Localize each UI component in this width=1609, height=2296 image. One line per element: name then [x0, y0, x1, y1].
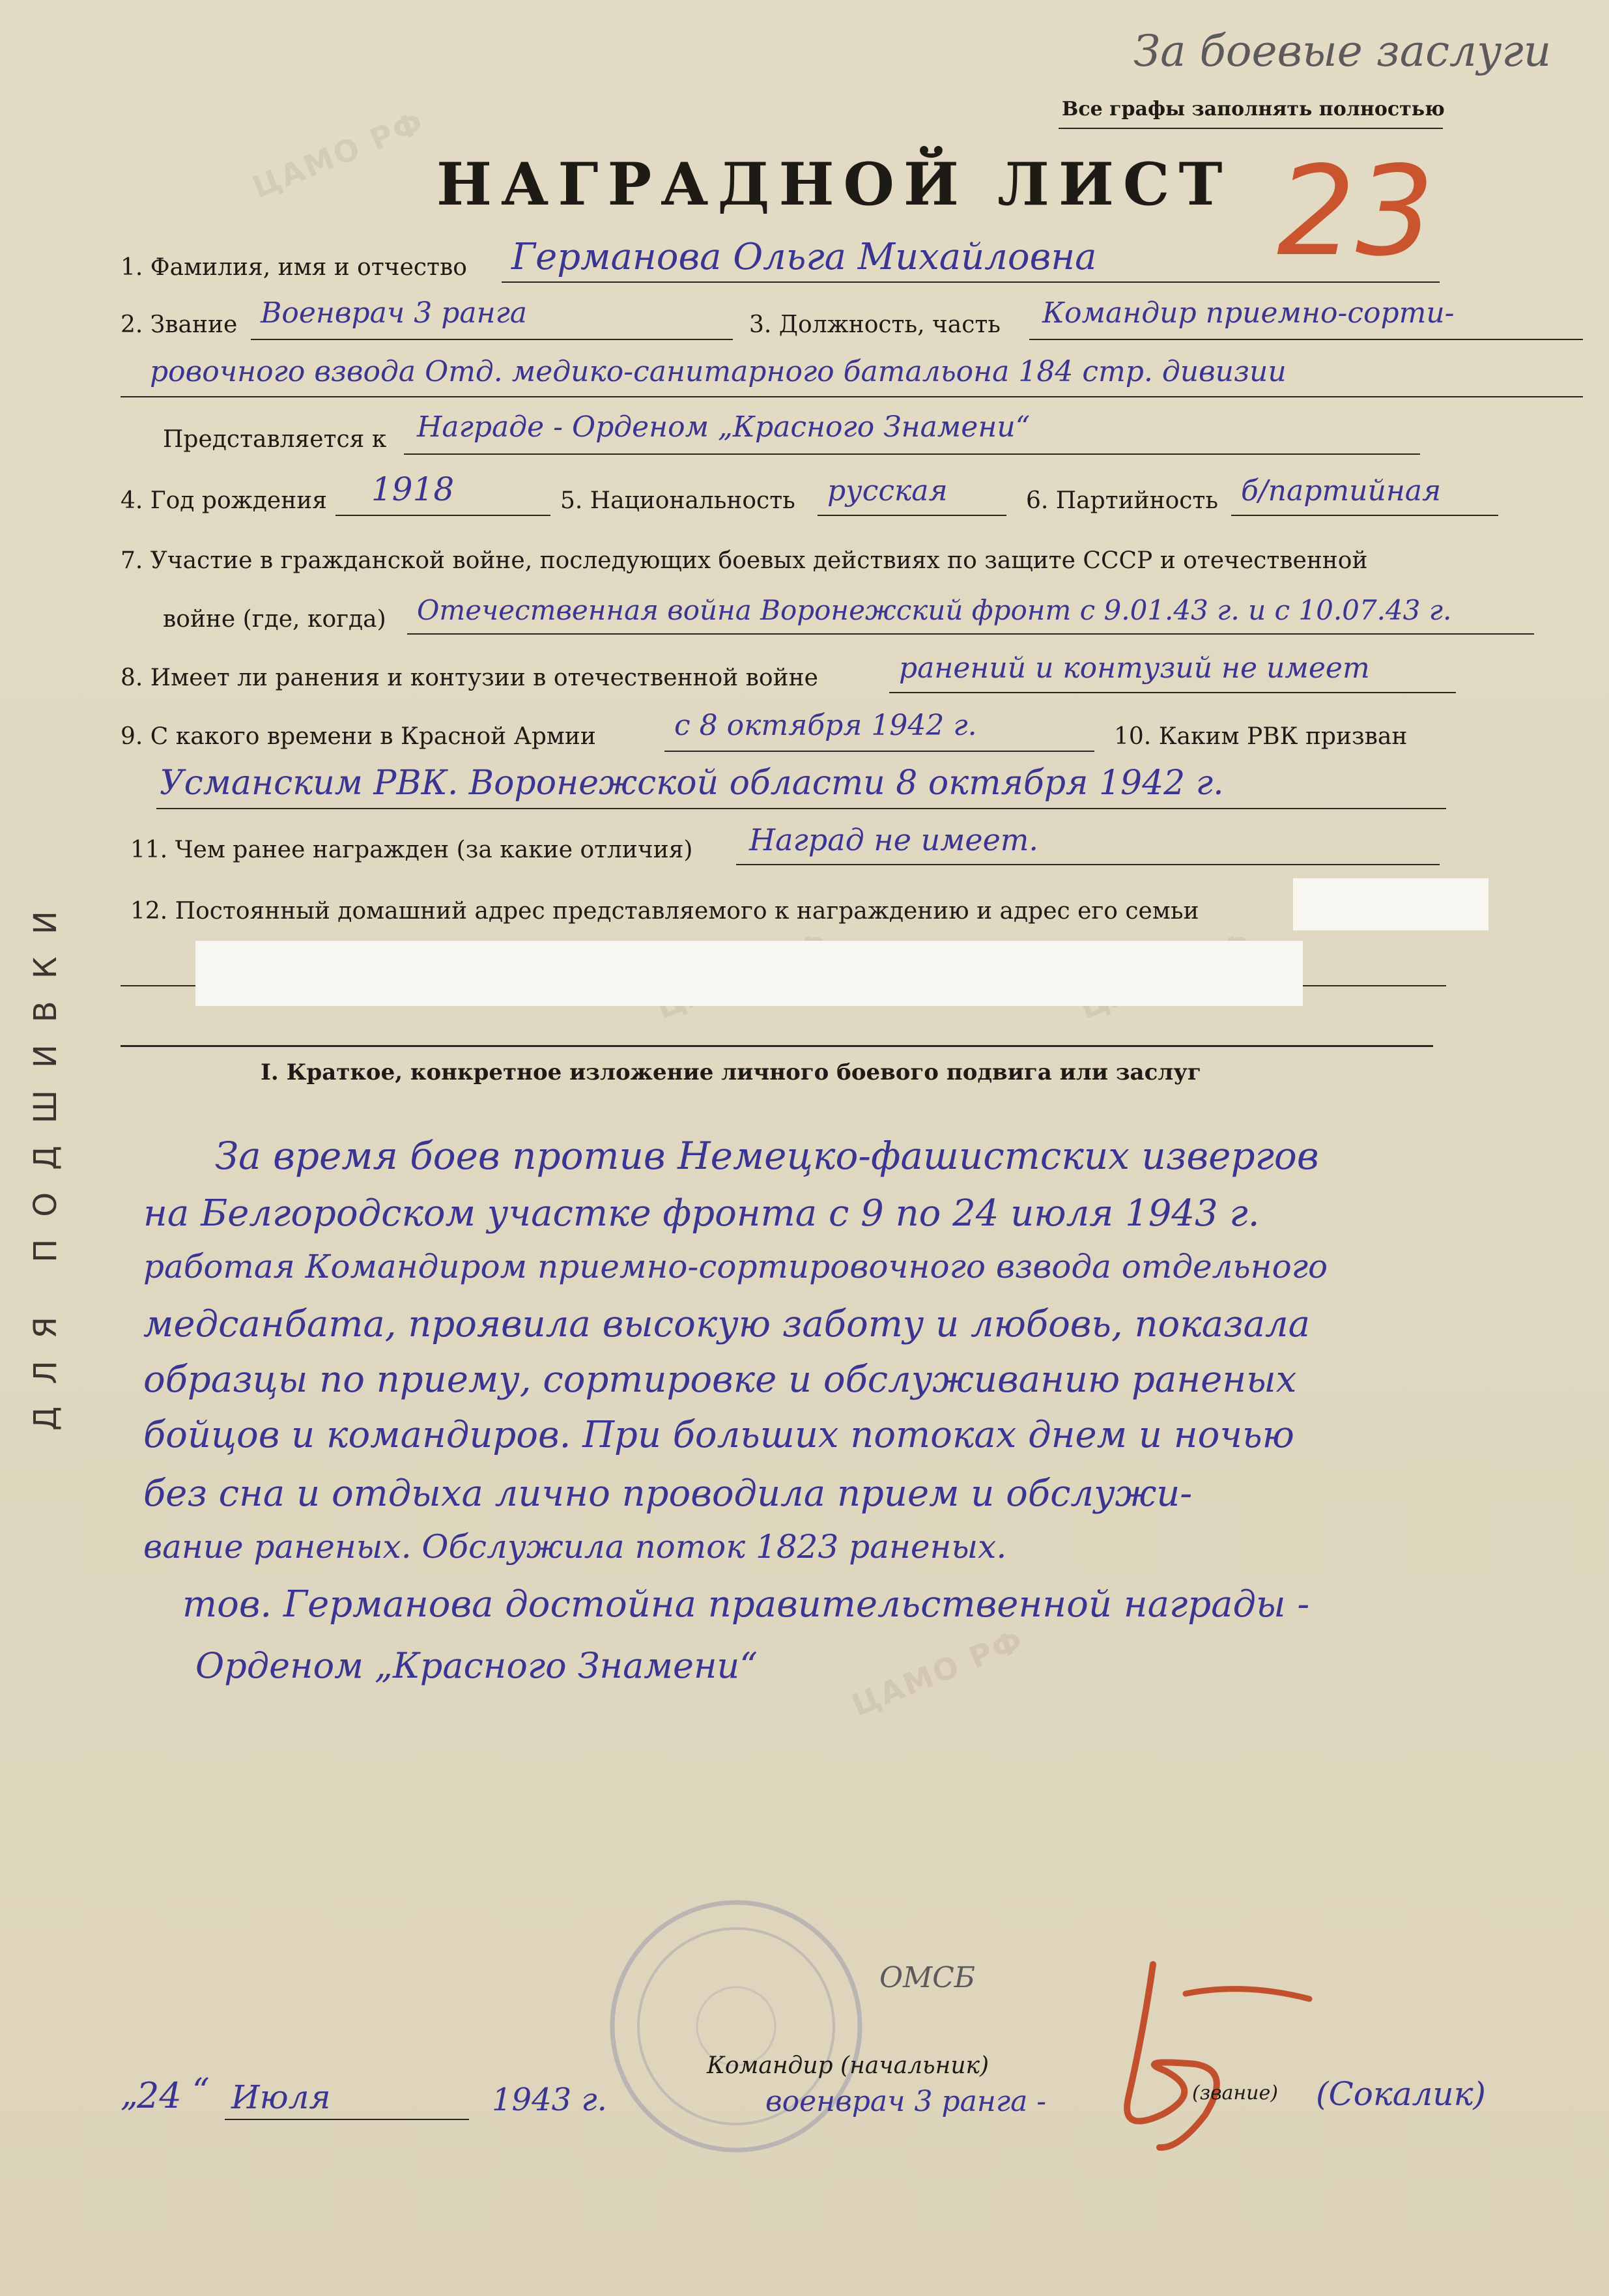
watermark: ЦАМО РФ [248, 104, 430, 205]
commander-label: Командир (начальник) [707, 2052, 990, 2079]
narrative-line: Орденом „Красного Знамени“ [195, 1645, 758, 1686]
field-8-value: ранений и контузий не имеет [899, 652, 1370, 685]
nominated-label: Представляется к [163, 426, 387, 453]
date-month: Июля [231, 2078, 331, 2116]
signature [1055, 1955, 1329, 2163]
page-title: НАГРАДНОЙ ЛИСТ [436, 150, 1232, 219]
corner-note: За боевые заслуги [1133, 26, 1552, 76]
narrative-line: работая Командиром приемно-сортировочного взвода отдельного [143, 1248, 1328, 1285]
date-day: 24 [137, 2075, 182, 2116]
field-5-label: 5. Национальность [560, 487, 795, 514]
round-stamp [599, 1889, 873, 2163]
field-11-value: Наград не имеет. [749, 822, 1039, 857]
field-2-value: Военврач 3 ранга [261, 296, 528, 330]
date-year: 1943 г. [492, 2082, 607, 2118]
narrative-line: тов. Германова достойна правительственной награды - [182, 1583, 1310, 1626]
header-note: Все графы заполнять полностью [1062, 98, 1445, 121]
field-7-value: Отечественная война Воронежский фронт с 9.01.43 г. и с 10.07.43 г. [417, 594, 1452, 626]
field-5-value: русская [827, 474, 948, 508]
field-7-label-a: 7. Участие в гражданской войне, последующих боевых действиях по защите СССР и отечественной [121, 547, 1368, 574]
nominated-value: Награде - Орденом „Красного Знамени“ [417, 410, 1031, 444]
field-12-label: 12. Постоянный домашний адрес представляемого к награждению и адрес его семьи [130, 898, 1199, 925]
watermark: ЦАМО РФ [847, 1622, 1029, 1723]
field-9-value: с 8 октября 1942 г. [674, 709, 977, 742]
field-9-label: 9. С какого времени в Красной Армии [121, 723, 596, 750]
narrative-line: За время боев против Немецко-фашистских извергов [215, 1134, 1319, 1178]
date-close-quote: “ [192, 2072, 210, 2111]
narrative-line: медсанбата, проявила высокую заботу и любовь, показала [143, 1303, 1311, 1345]
commander-unit: ОМСБ [879, 1961, 976, 1994]
side-binding-label: ДЛЯ ПОДШИВКИ [27, 889, 64, 1431]
field-1-value: Германова Ольга Михайловна [511, 236, 1097, 278]
field-11-label: 11. Чем ранее награжден (за какие отличия) [130, 837, 693, 863]
field-2-label: 2. Звание [121, 311, 238, 338]
field-1-label: 1. Фамилия, имя и отчество [121, 254, 467, 281]
narrative-line: без сна и отдыха лично проводила прием и обслужи- [143, 1472, 1193, 1515]
field-10-label: 10. Каким РВК призван [1114, 723, 1408, 750]
field-6-value: б/партийная [1241, 474, 1442, 508]
field-4-label: 4. Год рождения [121, 487, 327, 514]
narrative-line: образцы по приему, сортировке и обслуживанию раненых [143, 1358, 1297, 1401]
narrative-line: бойцов и командиров. При больших потоках днем и ночью [143, 1414, 1294, 1456]
field-6-label: 6. Партийность [1026, 487, 1218, 514]
narrative-line: на Белгородском участке фронта с 9 по 24 июля 1943 г. [143, 1192, 1260, 1235]
field-3-value-b: ровочного взвода Отд. медико-санитарного батальона 184 стр. дивизии [150, 355, 1287, 388]
field-4-value: 1918 [371, 470, 455, 508]
address-redaction [1293, 878, 1488, 930]
rank-value: военврач 3 ранга - [765, 2085, 1047, 2118]
rank-label: (звание) [1192, 2082, 1278, 2104]
field-8-label: 8. Имеет ли ранения и контузии в отечественной войне [121, 665, 818, 691]
date-open-quote: „ [121, 2075, 138, 2114]
surname-label: (Сокалик) [1316, 2075, 1486, 2113]
section-title: I. Краткое, конкретное изложение личного боевого подвига или заслуг [261, 1059, 1201, 1085]
field-10-value: Усманским РВК. Воронежской области 8 октября 1942 г. [160, 764, 1224, 803]
field-3-value-a: Командир приемно-сорти- [1042, 296, 1455, 330]
sheet-number: 23 [1277, 139, 1434, 283]
narrative-line: вание раненых. Обслужила поток 1823 раненых. [143, 1528, 1007, 1566]
field-3-label: 3. Должность, часть [749, 311, 1001, 338]
address-redaction [195, 941, 1303, 1006]
field-7-label-b: войне (где, когда) [163, 606, 386, 633]
